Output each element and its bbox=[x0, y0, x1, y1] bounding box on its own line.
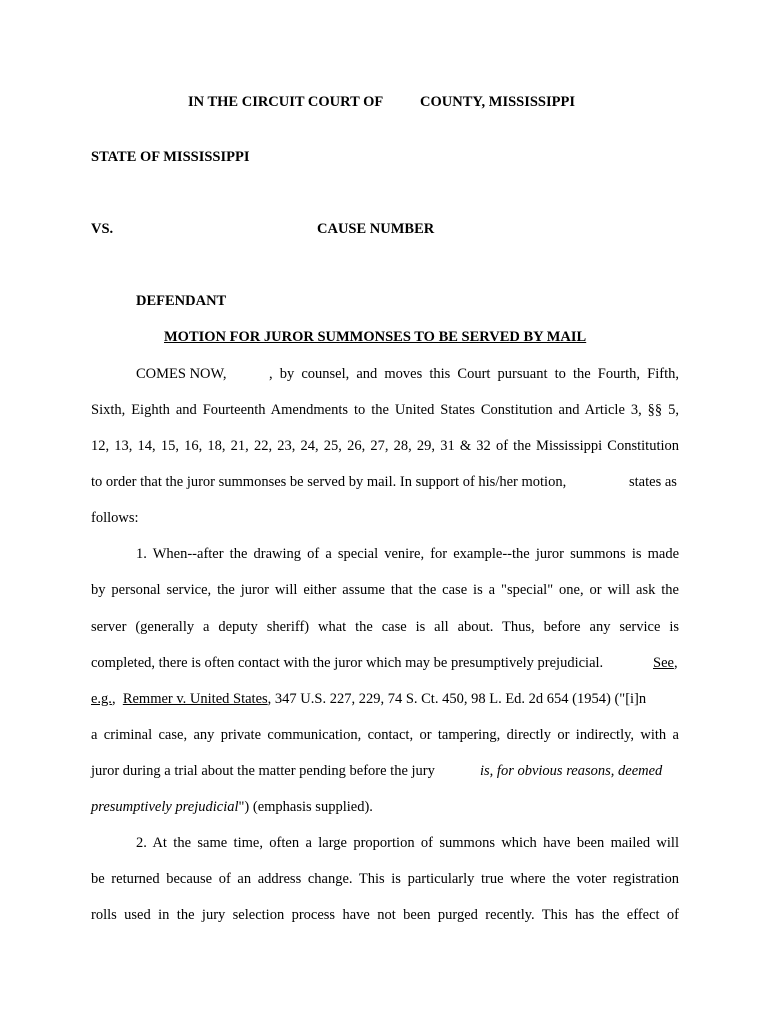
eg-signal: e.g. bbox=[91, 691, 112, 707]
para1-line-4-see bbox=[653, 655, 678, 672]
see-comma: , bbox=[673, 655, 678, 671]
intro-line-1b: , by counsel, and moves this Court pursuant to the Fourth, Fifth, bbox=[269, 366, 679, 382]
para1-line-5 bbox=[91, 691, 646, 708]
motion-title: MOTION FOR JUROR SUMMONSES TO BE SERVED BY MAIL bbox=[164, 329, 587, 345]
para1-line-6: a criminal case, any private communication, contact, or tampering, directly or indirectly, with a bbox=[91, 727, 679, 743]
versus-label: VS. bbox=[91, 221, 114, 237]
intro-line-4b: states as bbox=[629, 474, 677, 490]
para1-line-2: by personal service, the juror will either assume that the case is a "special" one, or will ask the bbox=[91, 582, 679, 598]
para2-line-2: be returned because of an address change. This is particularly true where the voter registration bbox=[91, 871, 679, 887]
emphasis-note: ") (emphasis supplied). bbox=[238, 799, 373, 815]
para2-line-1: 2. At the same time, often a large proportion of summons which have been mailed will bbox=[136, 835, 679, 851]
para1-line-8 bbox=[91, 799, 373, 816]
court-heading-right: COUNTY, MISSISSIPPI bbox=[420, 94, 575, 110]
defendant-label: DEFENDANT bbox=[136, 293, 227, 309]
intro-line-4a: to order that the juror summonses be served by mail. In support of his/her motion, bbox=[91, 474, 567, 490]
emphasized-quote: presumptively prejudicial bbox=[91, 799, 239, 815]
court-heading-left: IN THE CIRCUIT COURT OF bbox=[188, 94, 384, 110]
intro-line-1a: COMES NOW, bbox=[136, 366, 227, 382]
case-name: Remmer v. United States bbox=[122, 691, 268, 707]
para1-line-3: server (generally a deputy sheriff) what the case is all about. Thus, before any service is bbox=[91, 619, 679, 635]
see-signal: See bbox=[653, 655, 674, 671]
case-citation: , 347 U.S. 227, 229, 74 S. Ct. 450, 98 L. Ed. 2d 654 (1954) ("[i]n bbox=[267, 691, 647, 707]
intro-line-5: follows: bbox=[91, 510, 139, 526]
cause-number-label: CAUSE NUMBER bbox=[317, 221, 435, 237]
para1-line-7a: juror during a trial about the matter pending before the jury bbox=[91, 763, 435, 779]
para1-line-4: completed, there is often contact with the juror which may be presumptively prejudicial. bbox=[91, 655, 604, 671]
para2-line-3: rolls used in the jury selection process have not been purged recently. This has the effect of bbox=[91, 907, 679, 923]
para1-line-7b: is, for obvious reasons, deemed bbox=[480, 763, 663, 779]
plaintiff-name: STATE OF MISSISSIPPI bbox=[91, 149, 250, 165]
para1-line-1: 1. When--after the drawing of a special venire, for example--the juror summons is made bbox=[136, 546, 679, 562]
eg-comma: , bbox=[111, 691, 116, 707]
intro-line-3: 12, 13, 14, 15, 16, 18, 21, 22, 23, 24, 25, 26, 27, 28, 29, 31 & 32 of the Mississippi Constitution bbox=[91, 438, 679, 454]
intro-line-2: Sixth, Eighth and Fourteenth Amendments to the United States Constitution and Article 3, §§ 5, bbox=[91, 402, 679, 418]
